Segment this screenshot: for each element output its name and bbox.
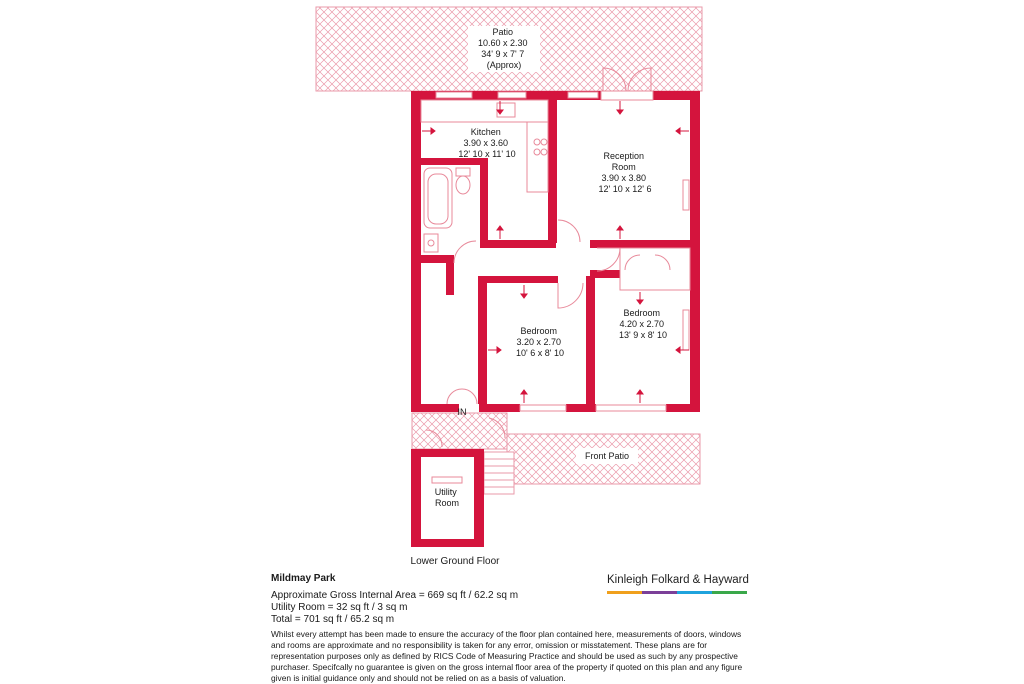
utility-label-line1: Utility [434,487,457,497]
bathroom-fittings [424,168,470,252]
reception-label-line4: 12' 10 x 12' 6 [598,184,652,194]
bedroom1-label-line3: 10' 6 x 8' 10 [516,348,564,358]
brand-color-bar [607,591,747,594]
bedroom1-label [516,326,564,358]
property-address: Mildmay Park [271,573,336,584]
front-patio-label [585,451,629,461]
patio-label-line1: Patio [492,27,513,37]
bedroom2-label-line1: Bedroom [623,308,661,318]
kitchen-label-line1: Kitchen [470,127,501,137]
patio-label-line3: 34' 9 x 7' 7 [481,49,525,59]
patio-label-line2: 10.60 x 2.30 [477,38,528,48]
brand-logo [607,574,747,594]
bedroom2-label [619,308,667,340]
brand-bar-orange [607,591,642,594]
wardrobe [620,248,690,290]
utility-label-line2: Room [434,498,460,508]
kitchen-label [458,127,515,159]
kitchen-label-line2: 3.90 x 3.60 [463,138,509,148]
utility-room-area: Utility Room = 32 sq ft / 3 sq m [271,602,408,613]
utility-label [435,487,460,508]
reception-label [599,151,652,194]
brand-bar-purple [642,591,677,594]
floor-label: Lower Ground Floor [410,556,500,565]
steps [484,452,514,494]
disclaimer-text: Whilst every attempt has been made to ensure the accuracy of the floor plan contained here, measurements of doors, windows and rooms are approximate and no responsibility is taken for any error, omission or misstatement. These plans are for representation purposes only as defined by RICS Code of Measuring Practice and should be used as such by any prospective purchaser. Specifcally no guarantee is given on the gross internal floor area of the property if quoted on this plan and any figure given is initial guidance only and should not be relied on as a basis of valuation. [271,629,743,683]
reception-label-line2: Room [611,162,636,172]
brand-bar-green [712,591,747,594]
entrance-label: IN [457,407,467,417]
reception-label-line3: 3.90 x 3.80 [601,173,647,183]
bedroom2-label-line3: 13' 9 x 8' 10 [619,330,667,340]
kitchen-label-line3: 12' 10 x 11' 10 [458,149,516,159]
total-area: Total = 701 sq ft / 65.2 sq m [271,614,395,625]
front-patio-label-line1: Front Patio [584,451,630,461]
entrance-porch [412,413,507,449]
brand-name: Kinleigh Folkard & Hayward [607,574,749,586]
gross-internal-area: Approximate Gross Internal Area = 669 sq ft / 62.2 sq m [271,590,519,601]
bedroom1-label-line2: 3.20 x 2.70 [516,337,562,347]
bedroom1-label-line1: Bedroom [520,326,558,336]
reception-label-line1: Reception [603,151,645,161]
brand-bar-blue [677,591,712,594]
bedroom2-label-line2: 4.20 x 2.70 [619,319,665,329]
patio-label-line4: (Approx) [486,60,522,70]
